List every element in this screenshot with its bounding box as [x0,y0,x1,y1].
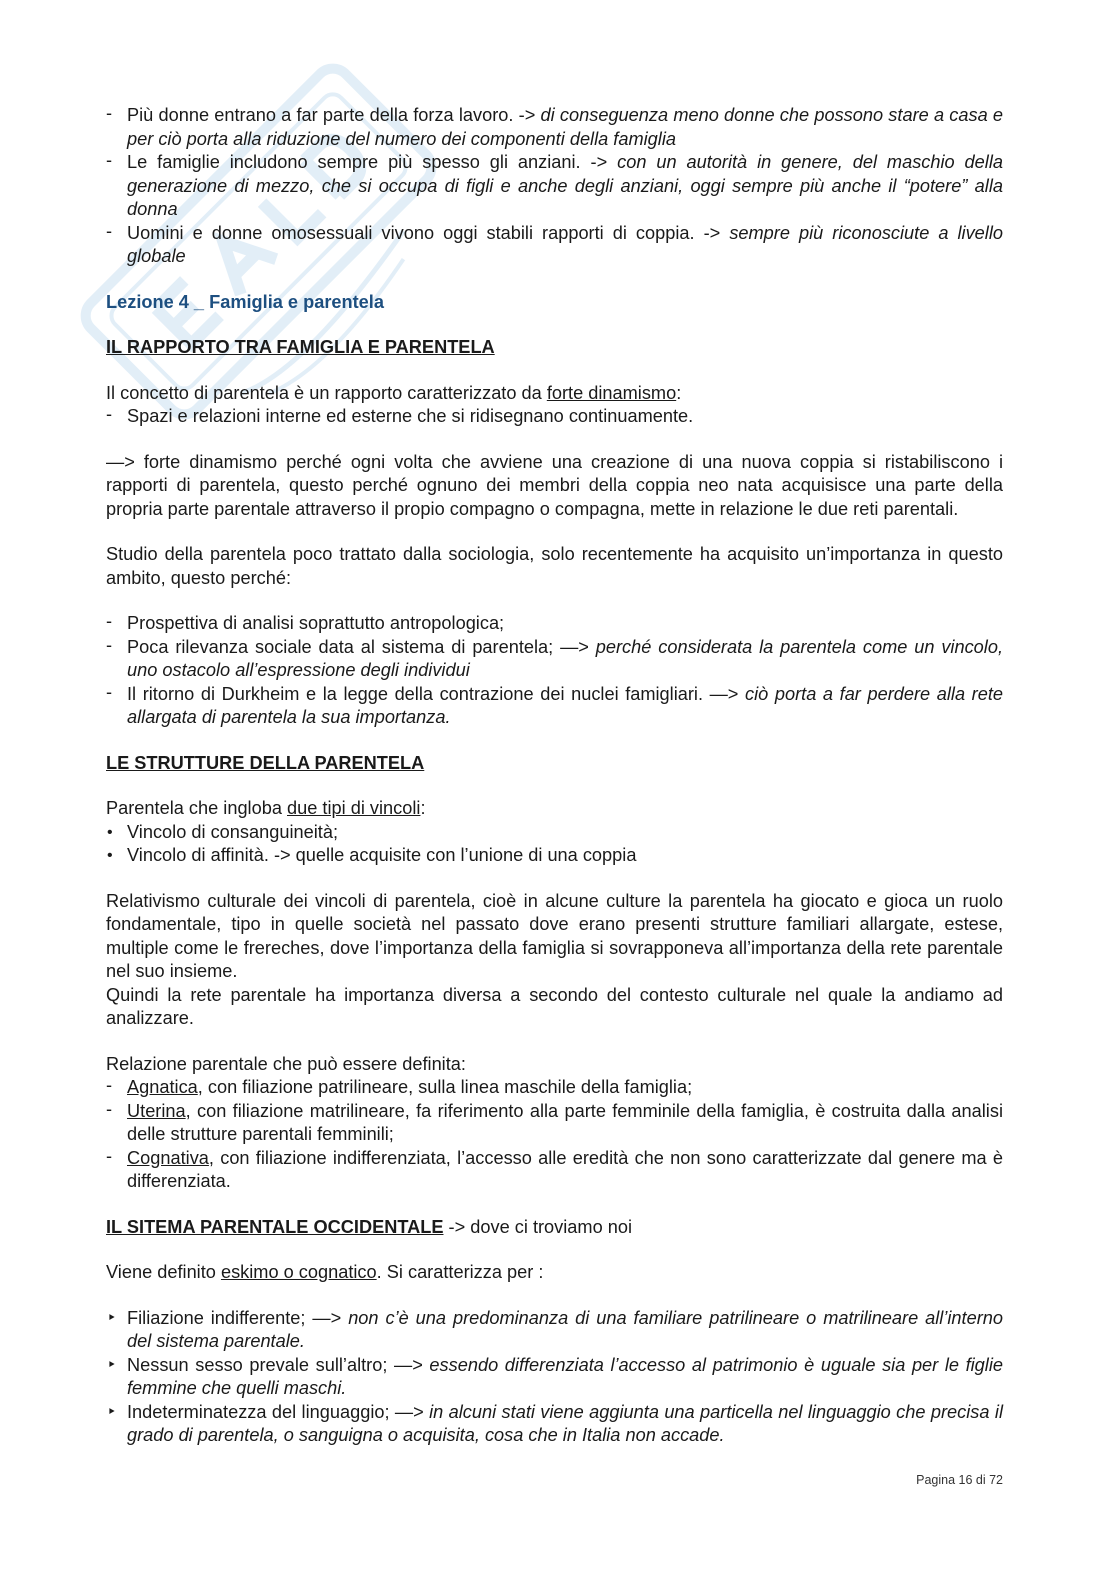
list-item: ‣ Filiazione indifferente; —> non c’è una predominanza di una familiare patrilineare o matrilineare all’interno del sistema parentale. [106,1307,1003,1354]
list-item: • Vincolo di consanguineità; [106,821,1003,845]
paragraph: Parentela che ingloba due tipi di vincoli: [106,798,426,818]
dash-list [106,405,1003,429]
reasons-list [106,612,1003,730]
list-item: - Agnatica, con filiazione patrilineare, sulla linea maschile della famiglia; [106,1076,1003,1100]
list-item: ‣ Indeterminatezza del linguaggio; —> in alcuni stati viene aggiunta una particella nel linguaggio che precisa il grado di parentela, o sanguigna o acquisita, cosa che in Italia non accade. [106,1401,1003,1448]
list-item: - Uterina, con filiazione matrilineare, fa riferimento alla parte femminile della famiglia, è costruita dalla analisi delle strutture parentali femminili; [106,1100,1003,1147]
paragraph: Il concetto di parentela è un rapporto caratterizzato da forte dinamismo: [106,382,682,403]
list-item: • Vincolo di affinità. -> quelle acquisite con l’unione di una coppia [106,844,1003,868]
list-item: - Poca rilevanza sociale data al sistema di parentela; —> perché considerata la parentela come un vincolo, uno ostacolo all’espressione degli individui [106,636,1003,683]
kinship-types-list [106,1076,1003,1194]
list-item: - Prospettiva di analisi soprattutto antropologica; [106,612,1003,636]
page-number: Pagina 16 di 72 [916,1473,1003,1487]
paragraph: Quindi la rete parentale ha importanza diversa a secondo del contesto culturale nel quale la andiamo ad analizzare. [106,984,1003,1028]
section-heading: LE STRUTTURE DELLA PARENTELA [106,752,425,773]
paragraph: Relativismo culturale dei vincoli di parentela, cioè in alcune culture la parentela ha giocato e gioca un ruolo fondamentale, tipo in quelle società nel passato dove erano presenti strutture familiari allargate, estese, multiple come le frereches, dove l’importanza della famiglia si sovrapponeva all’importanza della rete parentale nel suo insieme. [106,890,1003,981]
characteristics-list [106,1307,1003,1448]
list-item: - Spazi e relazioni interne ed esterne che si ridisegnano continuamente. [106,405,1003,429]
document-page [106,104,1003,1448]
paragraph: Studio della parentela poco trattato dalla sociologia, solo recentemente ha acquisito un’importanza in questo ambito, questo perché: [106,544,1003,588]
paragraph: Viene definito eskimo o cognatico. Si caratterizza per : [106,1262,544,1282]
list-item: - Più donne entrano a far parte della forza lavoro. -> di conseguenza meno donne che possono stare a casa e per ciò porta alla riduzione del numero dei componenti della famiglia [106,104,1003,151]
list-item: - Il ritorno di Durkheim e la legge della contrazione dei nuclei famigliari. —> ciò porta a far perdere alla rete allargata di parentela la sua importanza. [106,683,1003,730]
paragraph: —> forte dinamismo perché ogni volta che avviene una creazione di una nuova coppia si ristabiliscono i rapporti di parentela, questo perché ognuno dei membri della coppia neo nata acquisisce una parte della propria parte parentale attraverso il propio compagno o compagna, mette in relazione le due reti parentali. [106,451,1003,519]
bullet-list [106,821,1003,868]
list-item: - Uomini e donne omosessuali vivono oggi stabili rapporti di coppia. -> sempre più riconosciute a livello globale [106,222,1003,269]
lesson-title: Lezione 4 _ Famiglia e parentela [106,291,384,312]
section-heading-line: IL SITEMA PARENTALE OCCIDENTALE -> dove ci troviamo noi [106,1216,633,1237]
list-item: - Le famiglie includono sempre più spesso gli anziani. -> con un autorità in genere, del maschio della generazione di mezzo, che si occupa di figli e anche degli anziani, oggi sempre più anche il “potere” alla donna [106,151,1003,222]
list-item: - Cognativa, con filiazione indifferenziata, l’accesso alle eredità che non sono caratterizzate dal genere ma è differenziata. [106,1147,1003,1194]
section-heading: IL RAPPORTO TRA FAMIGLIA E PARENTELA [106,337,495,357]
paragraph: Relazione parentale che può essere definita: [106,1053,466,1074]
intro-list [106,104,1003,269]
list-item: ‣ Nessun sesso prevale sull’altro; —> essendo differenziata l’accesso al patrimonio è uguale sia per le figlie femmine che quelli maschi. [106,1354,1003,1401]
